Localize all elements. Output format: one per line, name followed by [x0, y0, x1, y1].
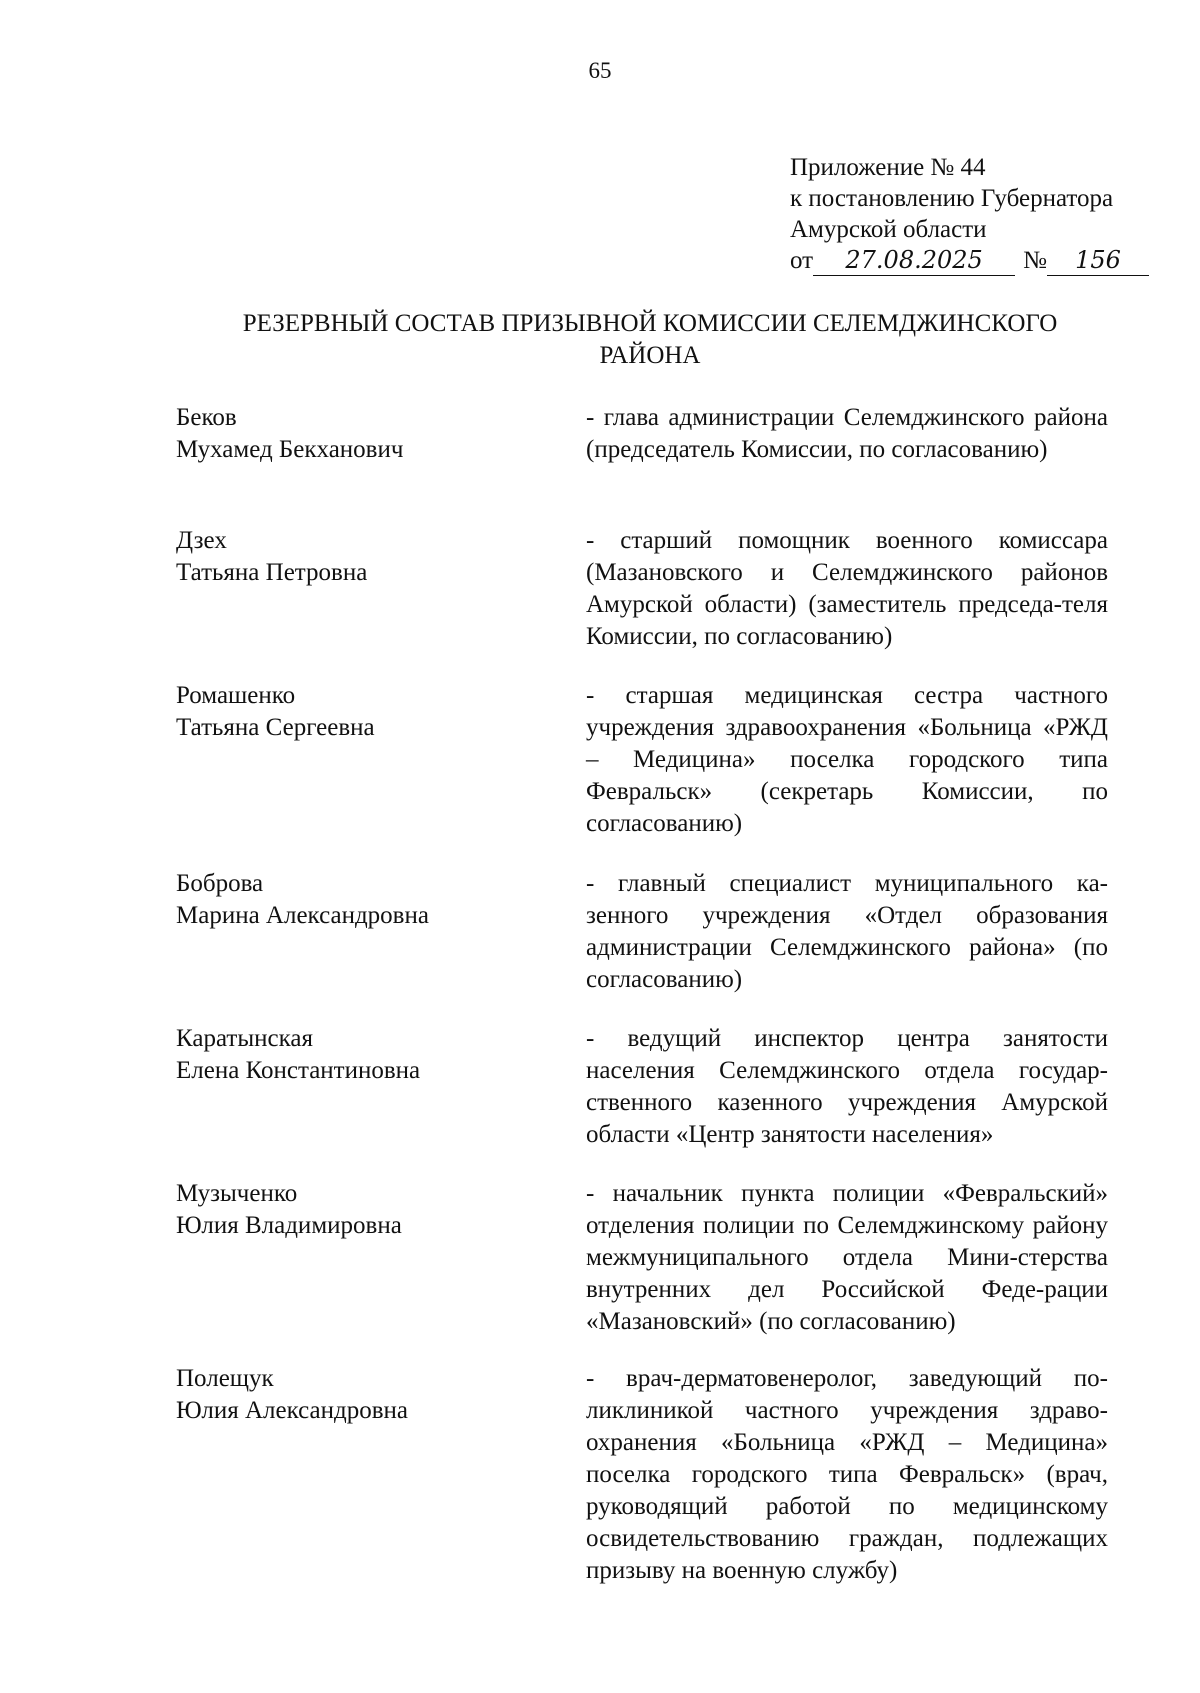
number-prefix: № — [1023, 247, 1047, 274]
member-entry — [176, 680, 1108, 868]
members-list — [176, 402, 1108, 1587]
member-name — [176, 1363, 584, 1587]
member-entry — [176, 1178, 1108, 1363]
handwritten-date: 27.08.2025 — [813, 246, 1015, 276]
member-surname: Боброва — [176, 870, 264, 897]
annex-block — [790, 152, 1149, 276]
handwritten-number: 156 — [1047, 246, 1149, 276]
member-surname: Каратынская — [176, 1025, 313, 1052]
member-given-names: Мухамед Бекханович — [176, 436, 404, 463]
date-prefix: от — [790, 247, 814, 274]
member-name — [176, 525, 584, 680]
member-given-names: Марина Александровна — [176, 902, 429, 929]
member-role: - начальник пункта полиции «Февральский» отделения полиции по Селемджинскому району межмуниципального отдела Мини-стерства внутренних дел Российской Феде-рации «Мазановский» (по согласованию) — [586, 1180, 1108, 1335]
member-given-names: Елена Константиновна — [176, 1057, 421, 1084]
member-role: - врач-дерматовенеролог, заведующий по-ликлиникой частного учреждения здраво-охранения «Больница «РЖД – Медицина» поселка городского типа Февральск» (врач, руководящий работой по медицинскому освидетельствованию граждан, подлежащих призыву на военную службу) — [586, 1365, 1108, 1584]
title-line-1: РЕЗЕРВНЫЙ СОСТАВ ПРИЗЫВНОЙ КОМИССИИ СЕЛЕМДЖИНСКОГО — [242, 310, 1058, 337]
annex-reference: к постановлению Губернатора — [790, 185, 1114, 212]
member-role: - главный специалист муниципального ка-зенного учреждения «Отдел образования администрации Селемджинского района» (по согласованию) — [586, 870, 1108, 993]
member-entry — [176, 1363, 1108, 1587]
member-entry — [176, 868, 1108, 1023]
annex-region: Амурской области — [790, 216, 987, 243]
document-title — [190, 308, 1110, 372]
member-given-names: Юлия Александровна — [176, 1397, 408, 1424]
member-surname: Дзех — [176, 527, 227, 554]
member-name — [176, 868, 584, 1023]
member-role: - глава администрации Селемджинского района (председатель Комиссии, по согласованию) — [586, 404, 1108, 463]
member-surname: Ромашенко — [176, 682, 296, 709]
member-entry — [176, 1023, 1108, 1178]
annex-date-line — [790, 245, 1149, 276]
member-name — [176, 680, 584, 868]
member-surname: Беков — [176, 404, 237, 431]
page-number: 65 — [588, 58, 612, 83]
member-given-names: Татьяна Сергеевна — [176, 714, 375, 741]
member-surname: Полещук — [176, 1365, 274, 1392]
member-role: - ведущий инспектор центра занятости населения Селемджинского отдела государ-ственного казенного учреждения Амурской области «Центр занятости населения» — [586, 1025, 1108, 1148]
member-role: - старшая медицинская сестра частного учреждения здравоохранения «Больница «РЖД – Медицина» поселка городского типа Февральск» (секретарь Комиссии, по согласованию) — [586, 682, 1108, 837]
member-given-names: Юлия Владимировна — [176, 1212, 402, 1239]
title-line-2: РАЙОНА — [599, 342, 701, 369]
member-role: - старший помощник военного комиссара (Мазановского и Селемджинского районов Амурской области) (заместитель председа-теля Комиссии, по согласованию) — [586, 527, 1108, 650]
member-entry — [176, 525, 1108, 680]
member-name — [176, 1178, 584, 1363]
annex-title: Приложение № 44 — [790, 154, 986, 181]
member-given-names: Татьяна Петровна — [176, 559, 368, 586]
member-name — [176, 402, 584, 525]
member-surname: Музыченко — [176, 1180, 298, 1207]
member-entry — [176, 402, 1108, 525]
member-name — [176, 1023, 584, 1178]
